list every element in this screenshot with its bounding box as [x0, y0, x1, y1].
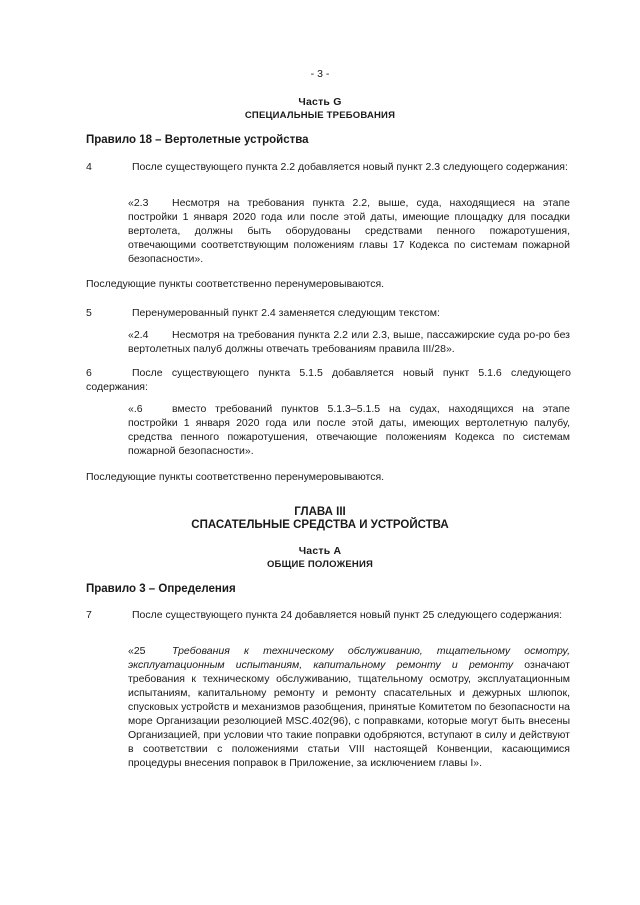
quote-25-text: означают требования к техническому обслуживанию, тщательному осмотру, эксплуатационным испытаниям, капитальному ремонту и ремонту спасательных и дежурных шлюпок, спусковых устройств и механизмов разобщения, принятые Комитетом по безопасности на море Организации резолюцией MSC.402(96), с поправками, которые могут быть внесены Организацией, при условии что такие поправки одобряются, вступают в силу и действуют в соответствии с положениями статьи VIII настоящей Конвенции, касающимися процедуры внесения поправок в Приложение, за исключением главы I». — [128, 659, 570, 769]
paragraph-4 — [86, 160, 571, 174]
quote-25-number: «25 — [128, 645, 146, 657]
quote-6 — [128, 402, 570, 458]
part-a-label: Часть A — [298, 545, 342, 557]
quote-2-3-number: «2.3 — [128, 197, 149, 209]
paragraph-5 — [86, 306, 571, 320]
quote-6-text: вместо требований пунктов 5.1.3–5.1.5 на судах, находящихся на этапе постройки 1 января 2020 года или после этой даты, имеющих вертолетную палубу, средства пенного пожаротушения, отвечающие положениям Кодекса по системам пожарной безопасности». — [128, 403, 570, 457]
quote-2-3 — [128, 196, 570, 266]
paragraph-7-text: После существующего пункта 24 добавляется новый пункт 25 следующего содержания: — [132, 609, 563, 621]
paragraph-4-text: После существующего пункта 2.2 добавляется новый пункт 2.3 следующего содержания: — [132, 161, 568, 173]
rule-3-heading: Правило 3 – Определения — [86, 583, 236, 595]
quote-2-4-text: Несмотря на требования пункта 2.2 или 2.3, выше, пассажирские суда ро-ро без вертолетных палуб должны отвечать требованиям правила III/28». — [128, 329, 570, 355]
page-number: - 3 - — [310, 68, 330, 80]
chapter-3-title: СПАСАТЕЛЬНЫЕ СРЕДСТВА И УСТРОЙСТВА — [191, 519, 449, 531]
paragraph-6-number: 6 — [86, 367, 92, 379]
quote-25 — [128, 644, 570, 770]
quote-2-4-number: «2.4 — [128, 329, 149, 341]
chapter-3-label: ГЛАВА III — [294, 506, 346, 518]
quote-2-3-text: Несмотря на требования пункта 2.2, выше, суда, находящиеся на этапе постройки 1 января 2020 года или после этой даты, имеющие площадку для посадки вертолета, должны быть оборудованы средствами пенного пожаротушения, отвечающими соответствующим положениям главы 17 Кодекса по системам пожарной безопасности». — [128, 197, 570, 265]
quote-25-defined-term: Требования к техническому обслуживанию, тщательному осмотру, эксплуатационным испытаниям, капитальному ремонту и ремонту — [128, 645, 570, 671]
renumber-note-2: Последующие пункты соответственно перенумеровываются. — [86, 471, 385, 483]
part-a-title: ОБЩИЕ ПОЛОЖЕНИЯ — [266, 559, 374, 570]
quote-6-number: «.6 — [128, 403, 143, 415]
paragraph-7 — [86, 608, 571, 622]
paragraph-4-number: 4 — [86, 161, 92, 173]
paragraph-5-number: 5 — [86, 307, 92, 319]
paragraph-7-number: 7 — [86, 609, 92, 621]
paragraph-6-text: После существующего пункта 5.1.5 добавляется новый пункт 5.1.6 следующего содержания: — [86, 367, 571, 393]
paragraph-5-text: Перенумерованный пункт 2.4 заменяется следующим текстом: — [132, 307, 440, 319]
rule-18-heading: Правило 18 – Вертолетные устройства — [86, 134, 309, 146]
part-g-title: СПЕЦИАЛЬНЫЕ ТРЕБОВАНИЯ — [244, 110, 396, 121]
part-g-label: Часть G — [298, 96, 342, 108]
renumber-note-1: Последующие пункты соответственно перенумеровываются. — [86, 278, 385, 290]
paragraph-6 — [86, 366, 571, 394]
quote-2-4 — [128, 328, 570, 356]
